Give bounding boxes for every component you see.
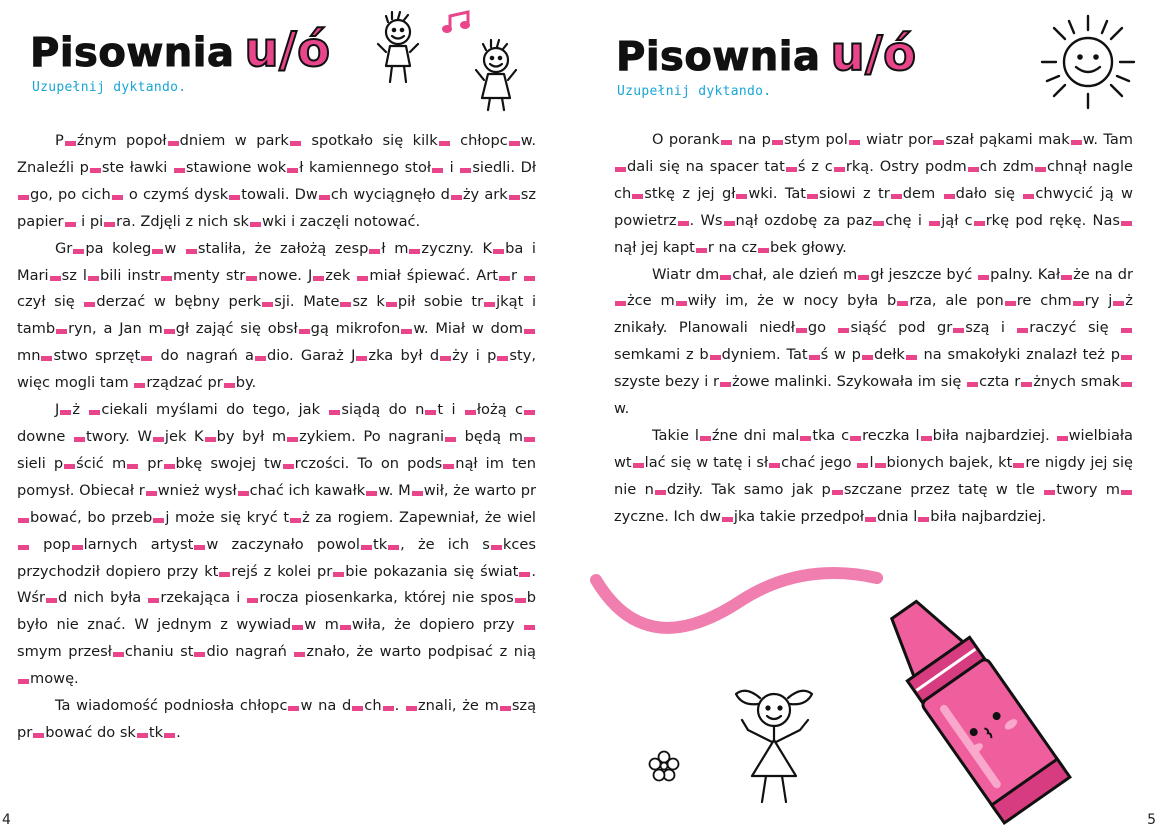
blank-gap xyxy=(834,167,845,172)
blank-gap xyxy=(412,491,423,496)
blank-gap xyxy=(65,141,76,146)
blank-gap xyxy=(857,463,868,468)
blank-gap xyxy=(18,195,29,200)
blank-gap xyxy=(1013,463,1024,468)
blank-gap xyxy=(1061,275,1072,280)
blank-gap xyxy=(499,276,510,281)
blank-gap xyxy=(255,356,266,361)
blank-gap xyxy=(319,195,330,200)
blank-gap xyxy=(524,329,535,334)
blank-gap xyxy=(875,463,886,468)
blank-gap xyxy=(425,410,436,415)
blank-gap xyxy=(84,302,95,307)
blank-gap xyxy=(290,141,301,146)
blank-gap xyxy=(18,545,29,550)
blank-gap xyxy=(519,572,530,577)
blank-gap xyxy=(41,356,52,361)
blank-gap xyxy=(388,545,399,550)
blank-gap xyxy=(633,463,644,468)
blank-gap xyxy=(432,168,443,173)
blank-gap xyxy=(933,140,944,145)
blank-gap xyxy=(288,706,299,711)
blank-gap xyxy=(897,301,908,306)
blank-gap xyxy=(205,437,216,442)
blank-gap xyxy=(858,275,869,280)
blank-gap xyxy=(294,652,305,657)
blank-gap xyxy=(1121,221,1132,226)
blank-gap xyxy=(164,733,175,738)
blank-gap xyxy=(758,248,769,253)
blank-gap xyxy=(50,276,61,281)
blank-gap xyxy=(153,437,164,442)
blank-gap xyxy=(401,329,412,334)
blank-gap xyxy=(333,572,344,577)
blank-gap xyxy=(137,733,148,738)
blank-gap xyxy=(1121,490,1132,495)
blank-gap xyxy=(250,222,261,227)
blank-gap xyxy=(944,194,955,199)
blank-gap xyxy=(194,652,205,657)
subtitle: Uzupełnij dyktando. xyxy=(617,84,772,99)
page-number: 5 xyxy=(1147,812,1156,828)
blank-gap xyxy=(632,194,643,199)
blank-gap xyxy=(807,194,818,199)
blank-gap xyxy=(832,490,843,495)
blank-gap xyxy=(1035,167,1046,172)
blank-gap xyxy=(33,733,44,738)
blank-gap xyxy=(18,518,29,523)
blank-gap xyxy=(769,463,780,468)
dictation-text xyxy=(17,128,536,747)
blank-gap xyxy=(615,167,626,172)
blank-gap xyxy=(113,652,124,657)
blank-gap xyxy=(497,356,508,361)
page-number: 4 xyxy=(2,812,11,828)
blank-gap xyxy=(127,464,138,469)
sun-icon xyxy=(1038,12,1138,112)
blank-gap xyxy=(64,464,75,469)
blank-gap xyxy=(186,249,197,254)
blank-gap xyxy=(720,382,731,387)
blank-gap xyxy=(736,194,747,199)
blank-gap xyxy=(1121,328,1132,333)
blank-gap xyxy=(148,598,159,603)
blank-gap xyxy=(460,168,471,173)
blank-gap xyxy=(134,383,145,388)
blank-gap xyxy=(796,328,807,333)
blank-gap xyxy=(524,625,535,630)
blank-gap xyxy=(524,437,535,442)
title-letters: u/ó xyxy=(244,22,331,78)
blank-gap xyxy=(849,140,860,145)
dictation-text xyxy=(614,127,1133,531)
blank-gap xyxy=(46,598,57,603)
blank-gap xyxy=(509,195,520,200)
blank-gap xyxy=(1121,355,1132,360)
blank-gap xyxy=(72,545,83,550)
paragraph: P źnym popoł dniem w park spotkało się kilk chłopc w. Znaleźli p ste ławki stawione wok ł kamiennego stoł i siedli. Dłgo, po cich o czymś dysk towali. Dw ch wyciągnęło d ży ark sz papier i pi ra. Zdjęli z nich sk wki i zaczęli notować. xyxy=(17,132,537,230)
blank-gap xyxy=(1071,140,1082,145)
blank-gap xyxy=(1113,301,1124,306)
blank-gap xyxy=(73,249,84,254)
blank-gap xyxy=(164,464,175,469)
blank-gap xyxy=(953,328,964,333)
blank-gap xyxy=(1021,382,1032,387)
blank-gap xyxy=(1121,382,1132,387)
blank-gap xyxy=(967,382,978,387)
title-letters: u/ó xyxy=(830,26,917,82)
blank-gap xyxy=(283,464,294,469)
music-note-icon xyxy=(442,12,470,33)
blank-gap xyxy=(60,410,71,415)
blank-gap xyxy=(153,518,164,523)
blank-gap xyxy=(978,275,989,280)
blank-gap xyxy=(65,222,76,227)
blank-gap xyxy=(918,517,929,522)
blank-gap xyxy=(678,221,689,226)
blank-gap xyxy=(786,167,797,172)
blank-gap xyxy=(809,355,820,360)
blank-gap xyxy=(313,276,324,281)
blank-gap xyxy=(247,598,258,603)
blank-gap xyxy=(1017,328,1028,333)
blank-gap xyxy=(1023,194,1034,199)
blank-gap xyxy=(710,355,721,360)
blank-gap xyxy=(112,195,123,200)
page-title xyxy=(616,26,917,82)
blank-gap xyxy=(246,276,257,281)
blank-gap xyxy=(921,436,932,441)
blank-gap xyxy=(366,491,377,496)
blank-gap xyxy=(676,301,687,306)
blank-gap xyxy=(721,140,732,145)
blank-gap xyxy=(18,679,29,684)
blank-gap xyxy=(800,436,811,441)
blank-gap xyxy=(238,491,249,496)
blank-gap xyxy=(219,572,230,577)
paragraph: Gr pa koleg w staliła, że założą zesp ł m zyczny. K ba i Mari sz l bili instr menty str nowe. J zek miał śpiewać. Art r czył się derzać w bębny perk sji. Mate sz k pił sobie tr jkąt i tamb ryn, a Jan m gł zająć się obsł gą mikrofon w. Miał w dom mn stwo sprzęt do nagrań a dio. Garaż J zka był d ży i p sty, więc mogli tam rządzać pr by. xyxy=(17,239,537,392)
blank-gap xyxy=(164,329,175,334)
pink-crayon-icon xyxy=(865,565,1125,830)
blank-gap xyxy=(299,329,310,334)
blank-gap xyxy=(340,302,351,307)
blank-gap xyxy=(386,302,397,307)
blank-gap xyxy=(724,221,735,226)
blank-gap xyxy=(655,490,666,495)
blank-gap xyxy=(906,355,917,360)
blank-gap xyxy=(1073,301,1084,306)
blank-gap xyxy=(174,168,185,173)
blank-gap xyxy=(152,249,163,254)
blank-gap xyxy=(262,302,273,307)
blank-gap xyxy=(88,276,99,281)
blank-gap xyxy=(873,221,884,226)
blank-gap xyxy=(439,141,450,146)
blank-gap xyxy=(838,328,849,333)
blank-gap xyxy=(1044,490,1055,495)
blank-gap xyxy=(290,518,301,523)
blank-gap xyxy=(850,436,861,441)
blank-gap xyxy=(352,706,363,711)
blank-gap xyxy=(865,517,876,522)
blank-gap xyxy=(194,545,205,550)
paragraph: Ta wiadomość podniosła chłopc w na d ch . znali, że m szą pr bować do sk tk . xyxy=(17,697,537,741)
blank-gap xyxy=(357,276,368,281)
blank-gap xyxy=(146,491,157,496)
blank-gap xyxy=(104,222,115,227)
blank-gap xyxy=(722,517,733,522)
blank-gap xyxy=(168,141,179,146)
blank-gap xyxy=(440,356,451,361)
blank-gap xyxy=(74,437,85,442)
blank-gap xyxy=(340,625,351,630)
stick-figure-boys-icon xyxy=(378,10,528,115)
blank-gap xyxy=(862,355,873,360)
blank-gap xyxy=(524,276,535,281)
blank-gap xyxy=(161,276,172,281)
paragraph: Wiatr dm chał, ale dzień m gł jeszcze być palny. Kał że na drżce m wiły im, że w nocy była b rza, ale pon re chm ry j ż znikały. Planowali niedł go siąść pod gr szą i raczyć się semkami z b dyniem. Tat ś w p dełk na smakołyki znalazł też pszyste bezy i r żowe malinki. Szykowała im się czta r żnych smakw. xyxy=(614,265,1133,418)
flower-icon xyxy=(648,750,680,782)
blank-gap xyxy=(445,437,456,442)
paragraph: J ż ciekali myślami do tego, jak siądą do n t i łożą cdowne twory. W jek K by był m zykiem. Po nagrani będą msieli p ścić m pr bkę swojej tw rczości. To on pods nął im ten pomysł. Obiecał r wnież wysł chać ich kawałk w. M wił, że warto prbować, bo przeb j może się kryć t ż za rogiem. Zapewniał, że wiel pop larnych artyst w zaczynało powol tk , że ich s kces przychodził dopiero przy kt rejś z kolei pr bie pokazania się świat . Wśr d nich była rzekająca i rocza piosenkarka, której nie spos b było nie znać. W jednym z wywiad w m wiła, że dopiero przy smym przesł chaniu st dio nagrań znało, że warto podpisać z nią mowę. xyxy=(17,401,537,688)
right-page xyxy=(580,0,1160,832)
blank-gap xyxy=(891,194,902,199)
blank-gap xyxy=(1005,301,1016,306)
blank-gap xyxy=(974,221,985,226)
blank-gap xyxy=(720,275,731,280)
blank-gap xyxy=(406,706,417,711)
blank-gap xyxy=(229,195,240,200)
blank-gap xyxy=(493,249,504,254)
paragraph: O porank na p stym pol wiatr por szał pąkami mak w. Tam dali się na spacer tat ś z c rką. Ostry podm ch zdm chnął nagle ch stkę z jej gł wki. Tat siowi z tr dem dało się chwycić ją w powietrz . Ws nął ozdobę za paz chę i jął c rkę pod rękę. Nasnął jej kapt r na cz bek głowy. xyxy=(614,131,1134,256)
page-title xyxy=(30,22,331,78)
blank-gap xyxy=(292,625,303,630)
blank-gap xyxy=(287,168,298,173)
title-word: Pisownia xyxy=(30,30,235,76)
pink-ribbon-icon xyxy=(592,560,892,650)
blank-gap xyxy=(524,410,535,415)
blank-gap xyxy=(968,167,979,172)
blank-gap xyxy=(56,329,67,334)
blank-gap xyxy=(500,706,511,711)
blank-gap xyxy=(615,301,626,306)
blank-gap xyxy=(224,383,235,388)
blank-gap xyxy=(356,356,367,361)
stick-figure-girl-icon xyxy=(728,680,820,810)
blank-gap xyxy=(90,168,101,173)
blank-gap xyxy=(484,302,495,307)
subtitle: Uzupełnij dyktando. xyxy=(32,80,187,95)
blank-gap xyxy=(509,141,520,146)
paragraph: Takie l źne dni mal tka c reczka l biła najbardziej. wielbiała wt lać się w tatę i sł chać jego l bionych bajek, kt re nigdy jej się nie n dziły. Tak samo jak p szczane przez tatę w tle twory mzyczne. Ich dw jka takie przedpoł dnia l biła najbardziej. xyxy=(614,426,1133,525)
blank-gap xyxy=(89,410,100,415)
blank-gap xyxy=(409,249,420,254)
blank-gap xyxy=(329,410,340,415)
blank-gap xyxy=(700,436,711,441)
blank-gap xyxy=(772,140,783,145)
blank-gap xyxy=(1057,436,1068,441)
blank-gap xyxy=(491,545,502,550)
blank-gap xyxy=(369,249,380,254)
blank-gap xyxy=(465,410,476,415)
blank-gap xyxy=(696,248,707,253)
blank-gap xyxy=(515,598,526,603)
blank-gap xyxy=(443,464,454,469)
title-word: Pisownia xyxy=(616,34,821,80)
blank-gap xyxy=(287,437,298,442)
blank-gap xyxy=(451,195,462,200)
blank-gap xyxy=(141,356,152,361)
blank-gap xyxy=(383,706,394,711)
blank-gap xyxy=(929,221,940,226)
blank-gap xyxy=(361,545,372,550)
